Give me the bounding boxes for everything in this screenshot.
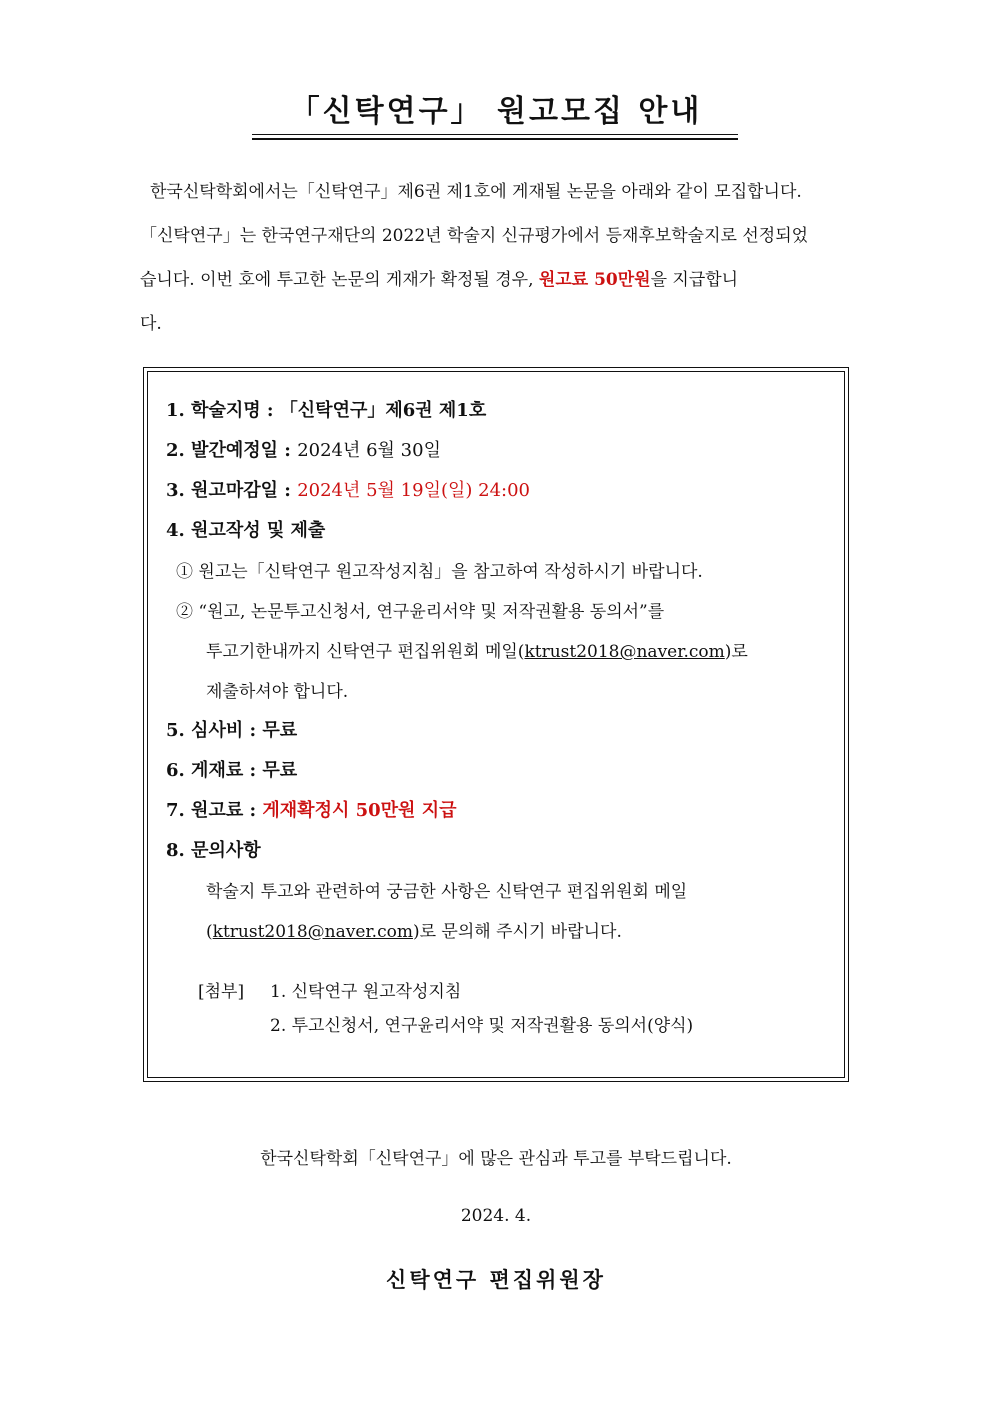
item-deadline [166,476,530,502]
item-4-sub-2-text: 투고기한내까지 신탁연구 편집위원회 메일( [206,642,525,662]
item-4-sub-1: ① 원고는「신탁연구 원고작성지침」을 참고하여 작성하시기 바랍니다. [176,562,703,582]
item-1-label: 1. 학술지명 : [166,400,280,421]
intro-line-1 [140,170,852,214]
attachment-label: [첨부] [198,982,245,1002]
item-review-fee: 5. 심사비 : 무료 [166,720,298,741]
email-link[interactable]: ktrust2018@naver.com [524,642,725,662]
title-underline [252,134,738,140]
attachment-2: 2. 투고신청서, 연구윤리서약 및 저작권활용 동의서(양식) [270,1016,694,1036]
attachment-1: 1. 신탁연구 원고작성지침 [270,982,462,1002]
item-inquiry: 8. 문의사항 [166,840,261,861]
item-3-value: 2024년 5월 19일(일) 24:00 [297,480,530,501]
page-title: 「신탁연구」 원고모집 안내 [289,94,703,129]
intro-line-3 [140,258,852,302]
item-4-sub-2-suffix: )로 [724,642,748,662]
item-1-value: 「신탁연구」제6권 제1호 [279,400,487,421]
intro-text-1: 한국신탁학회에서는「신탁연구」제6권 제1호에 게재될 논문을 아래와 같이 모집합니다. [150,182,802,202]
item-8-line-1: 학술지 투고와 관련하여 궁금한 사항은 신탁연구 편집위원회 메일 [206,882,688,902]
item-4-sub-2: ② “원고, 논문투고신청서, 연구윤리서약 및 저작권활용 동의서”를 [176,602,665,622]
item-2-value: 2024년 6월 30일 [297,440,441,461]
intro-text-3a: 습니다. 이번 호에 투고한 논문의 게재가 확정될 경우, [140,270,539,290]
item-4-sub-2-line-2 [206,637,748,662]
item-publication-fee: 6. 게재료 : 무료 [166,760,298,781]
issue-date: 2024. 4. [460,1206,532,1226]
signature: 신탁연구 편집위원장 [386,1267,606,1292]
item-journal-name [166,396,486,422]
closing-text: 한국신탁학회「신탁연구」에 많은 관심과 투고를 부탁드립니다. [260,1149,732,1169]
intro-paragraph [140,170,852,346]
intro-line-4 [140,302,852,346]
intro-text-3b: 을 지급합니 [650,270,739,290]
item-8-line-2 [206,917,622,942]
email-link-inquiry[interactable]: ktrust2018@naver.com [212,922,413,942]
item-publish-date [166,436,441,462]
intro-text-4: 다. [140,314,162,334]
intro-line-2 [140,214,852,258]
item-honorarium [166,796,456,822]
item-4-sub-2-line-3: 제출하셔야 합니다. [206,682,349,702]
intro-fee-highlight: 원고료 50만원 [538,270,651,290]
intro-text-2: 「신탁연구」는 한국연구재단의 2022년 학술지 신규평가에서 등재후보학술지로 선정되었 [140,226,809,246]
item-7-label: 7. 원고료 : [166,800,263,821]
item-8-paren-open: ( [206,922,213,942]
item-2-label: 2. 발간예정일 : [166,440,298,461]
item-submission: 4. 원고작성 및 제출 [166,520,326,541]
item-3-label: 3. 원고마감일 : [166,480,298,501]
item-8-line-2-text: )로 문의해 주시기 바랍니다. [412,922,622,942]
item-7-value: 게재확정시 50만원 지급 [262,800,457,821]
